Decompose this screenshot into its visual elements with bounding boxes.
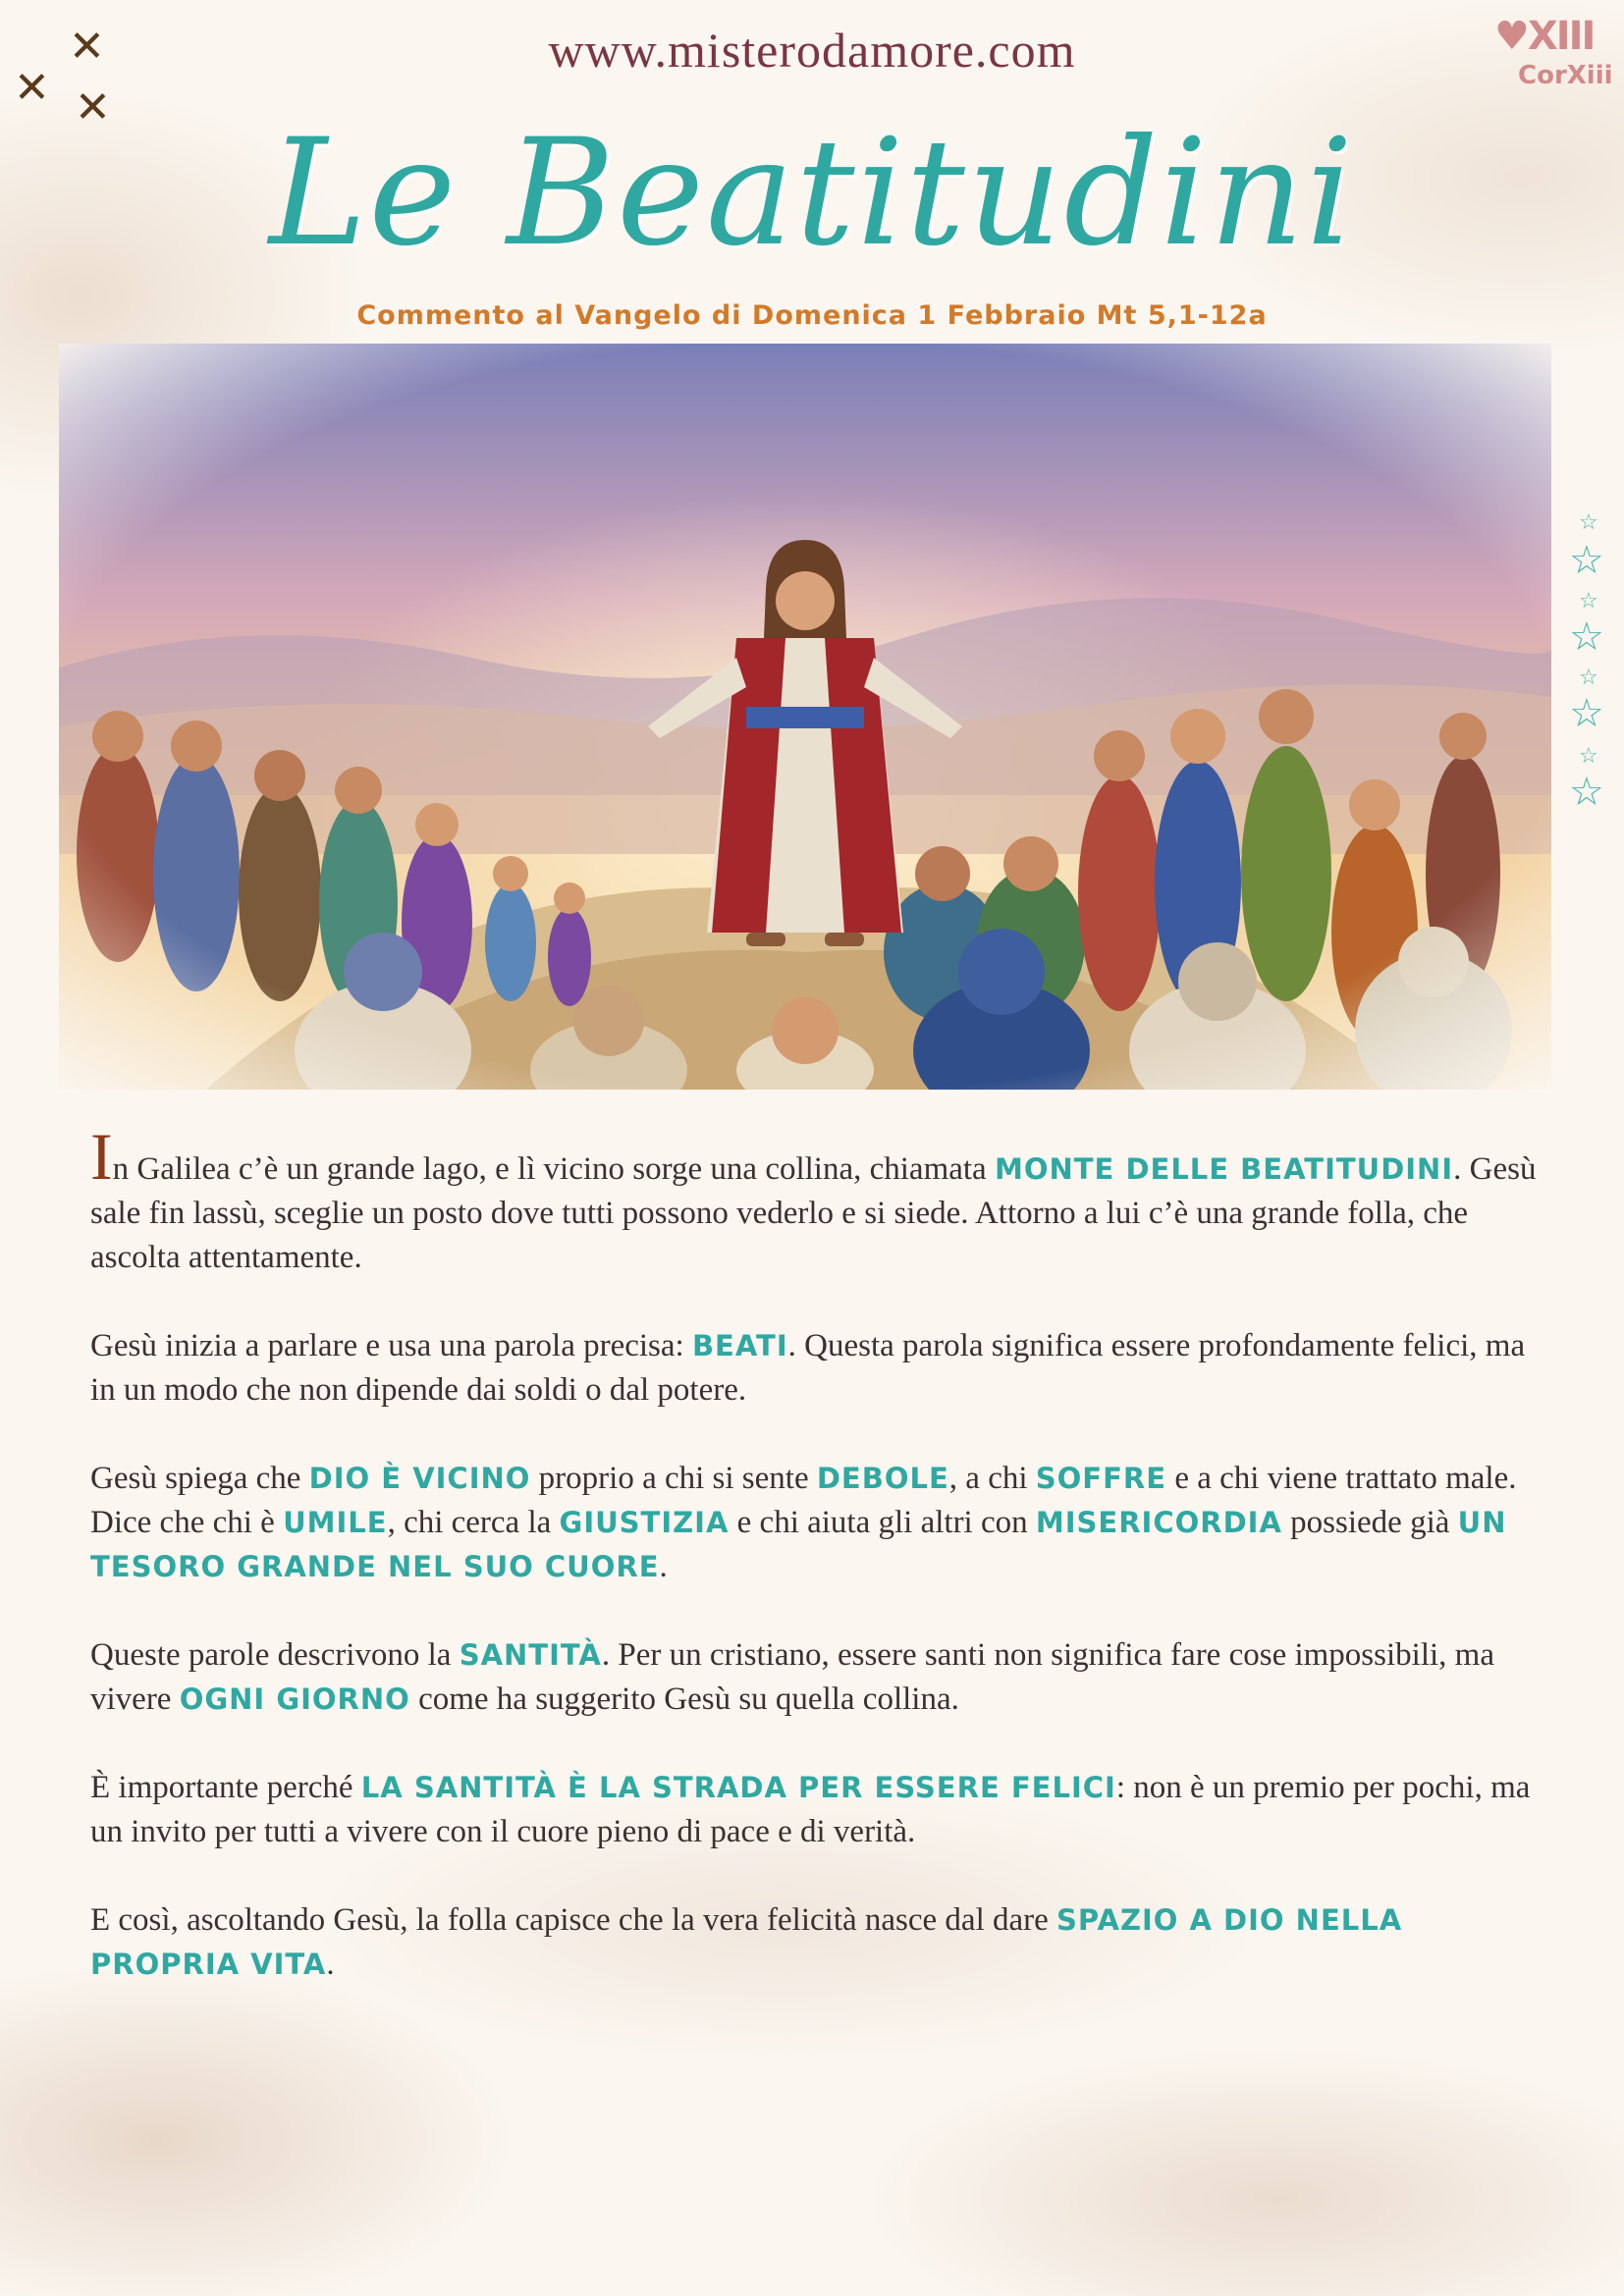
x-mark-icon: ✕ (69, 22, 105, 72)
x-mark-icon: ✕ (14, 63, 50, 113)
paragraph-text: come ha suggerito Gesù su quella collina. (409, 1682, 959, 1717)
star-icon: ☆ (1579, 589, 1598, 614)
highlighted-keyword: LA SANTITÀ È LA STRADA PER ESSERE FELICI (360, 1771, 1116, 1804)
paragraph-text: possiede già (1281, 1505, 1458, 1540)
highlighted-keyword: SPAZIO A DIO NELLA PROPRIA VITA (90, 1903, 1403, 1981)
paragraph-text: . Per un cristiano, essere santi non significa fare cose impossibili, ma vivere (90, 1637, 1494, 1717)
paragraph-text: , chi cerca la (387, 1505, 560, 1540)
highlighted-keyword: SANTITÀ (459, 1638, 602, 1672)
highlighted-keyword: SOFFRE (1035, 1462, 1167, 1495)
body-paragraph (90, 1324, 1543, 1413)
paragraph-text: n Galilea c’è un grande lago, e lì vicino sorge una collina, chiamata (112, 1151, 995, 1187)
body-paragraph (90, 1457, 1543, 1589)
star-icon: ☆ (1569, 614, 1604, 660)
star-icon: ☆ (1569, 538, 1604, 583)
paragraph-text: . Questa parola significa essere profondamente felici, ma in un modo che non dipende dai soldi o dal potere. (90, 1328, 1526, 1408)
paragraph-text: : non è un premio per pochi, ma un invito per tutti a vivere con il cuore pieno di pace e di verità. (90, 1770, 1531, 1849)
star-icon: ☆ (1569, 770, 1604, 815)
body-paragraph (90, 1898, 1543, 1987)
highlighted-keyword: BEATI (691, 1329, 788, 1362)
body-paragraph (90, 1766, 1543, 1854)
star-icon: ☆ (1579, 666, 1598, 690)
stars-decoration (1561, 510, 1610, 834)
highlighted-keyword: MONTE DELLE BEATITUDINI (994, 1152, 1454, 1186)
paragraph-text: e chi aiuta gli altri con (729, 1505, 1036, 1540)
page-title: Le Beatitudini (268, 108, 1356, 279)
logo-mark: ♥XIII (1494, 14, 1595, 59)
paragraph-text: Gesù spiega che (90, 1461, 309, 1496)
paragraph-text: Queste parole descrivono la (90, 1637, 460, 1673)
jesus-sermon-illustration (59, 344, 1551, 1090)
page-subtitle: Commento al Vangelo di Domenica 1 Febbraio Mt 5,1-12a (356, 300, 1268, 331)
body-paragraph (90, 1119, 1543, 1280)
star-icon: ☆ (1569, 691, 1604, 736)
highlighted-keyword: UN TESORO GRANDE NEL SUO CUORE (90, 1506, 1507, 1583)
corxiii-logo[interactable] (1494, 14, 1613, 102)
paragraph-text: proprio a chi si sente (530, 1461, 817, 1496)
star-icon: ☆ (1579, 744, 1598, 769)
article-body (90, 1119, 1543, 2031)
highlighted-keyword: DEBOLE (816, 1462, 949, 1495)
star-icon: ☆ (1579, 510, 1598, 535)
paragraph-text: E così, ascoltando Gesù, la folla capisce che la vera felicità nasce dal dare (90, 1902, 1057, 1938)
highlighted-keyword: DIO È VICINO (308, 1462, 531, 1495)
paragraph-text: . (659, 1549, 668, 1584)
paragraph-text: . (326, 1947, 335, 1982)
site-url[interactable]: www.misterodamore.com (548, 23, 1076, 78)
paragraph-text: e a chi viene trattato male. Dice che chi è (90, 1461, 1517, 1540)
body-paragraph (90, 1633, 1543, 1722)
illustration-svg (59, 344, 1551, 1090)
highlighted-keyword: OGNI GIORNO (179, 1682, 410, 1716)
paragraph-text: . Gesù sale fin lassù, sceglie un posto dove tutti possono vederlo e si siede. Attorno a lui c’è una grande folla, che ascolta attentamente. (90, 1151, 1537, 1275)
paragraph-text: È importante perché (90, 1770, 361, 1805)
highlighted-keyword: GIUSTIZIA (559, 1506, 730, 1539)
drop-cap: I (90, 1119, 113, 1194)
paragraph-text: Gesù inizia a parlare e usa una parola precisa: (90, 1328, 692, 1363)
x-mark-icon: ✕ (75, 82, 111, 133)
highlighted-keyword: MISERICORDIA (1035, 1506, 1282, 1539)
highlighted-keyword: UMILE (283, 1506, 388, 1539)
logo-text: CorXiii (1518, 61, 1613, 90)
paragraph-text: , a chi (948, 1461, 1036, 1496)
